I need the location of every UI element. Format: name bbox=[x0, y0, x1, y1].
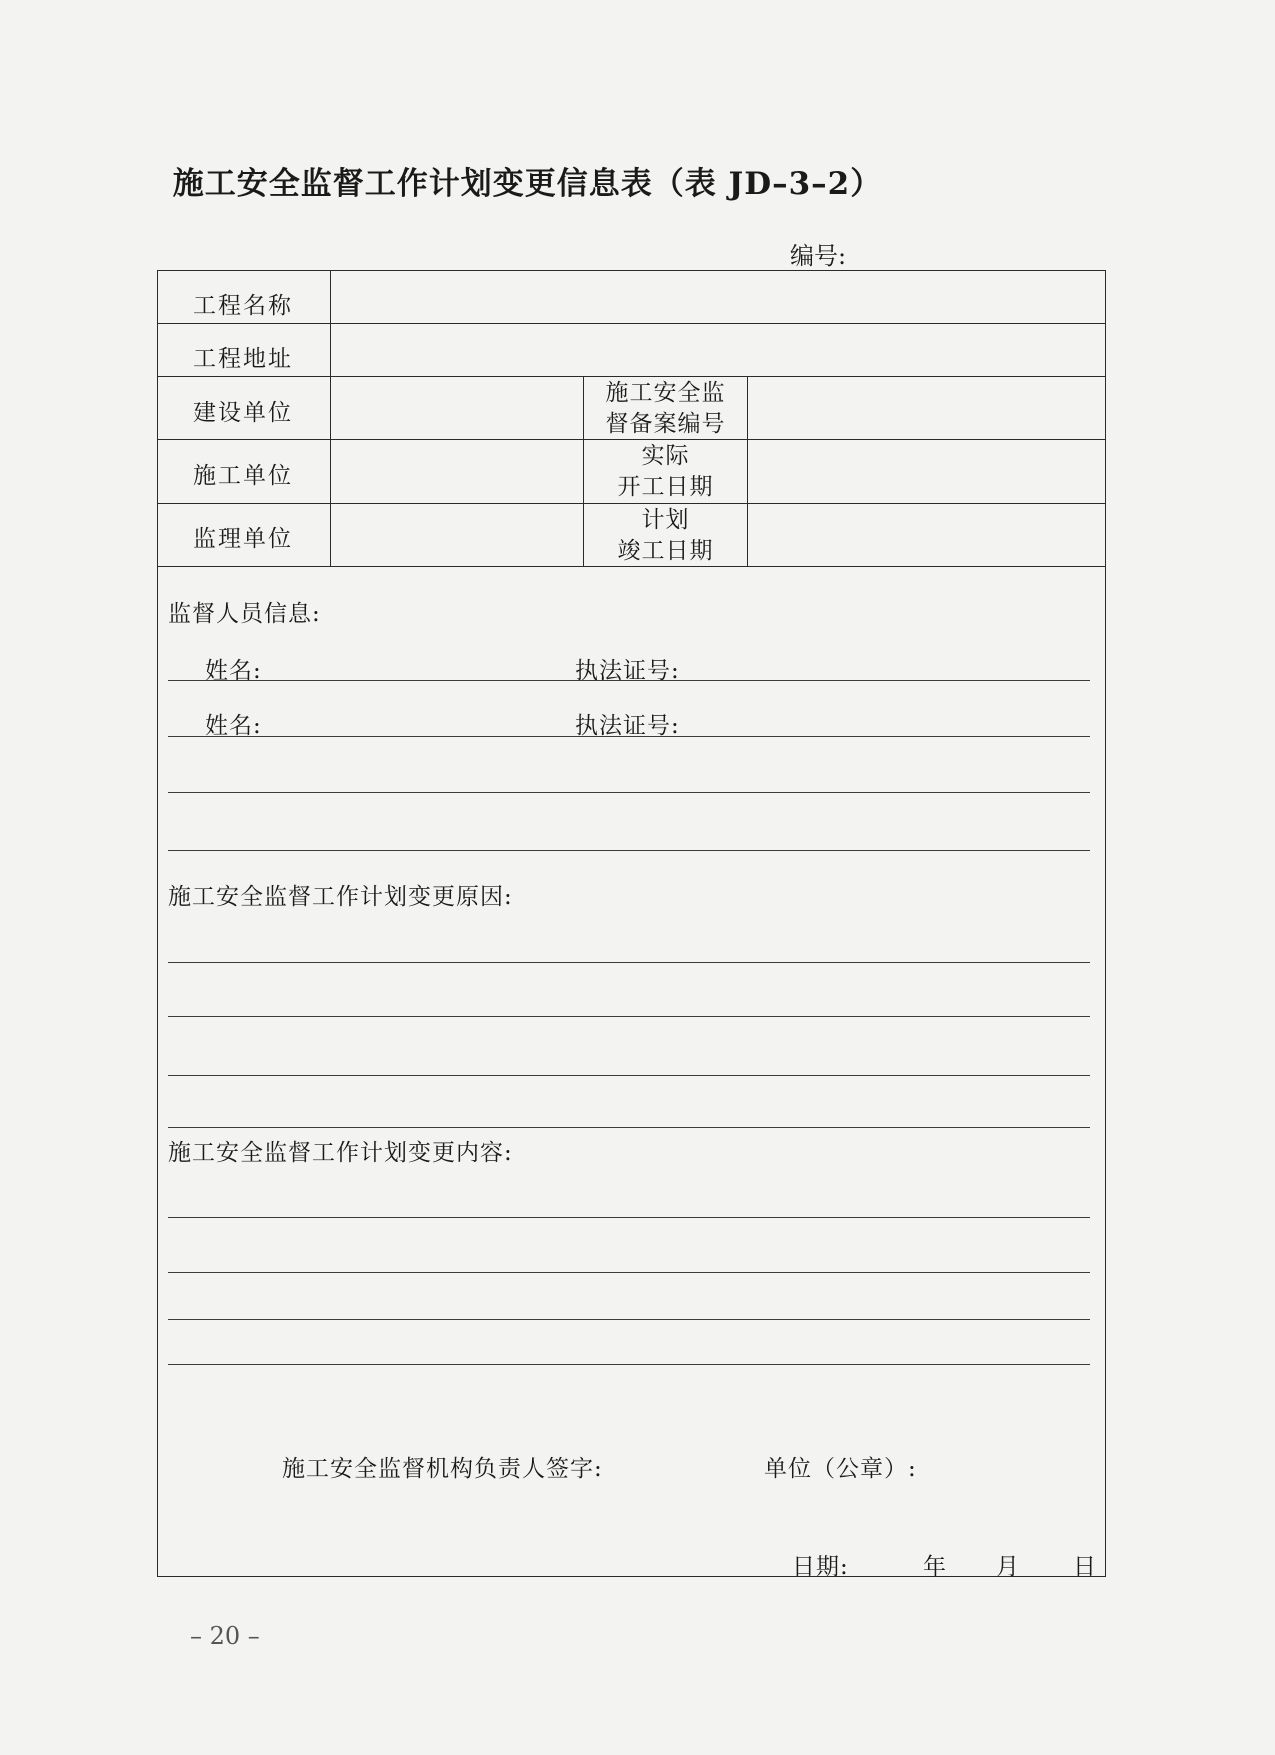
inspector-line-3 bbox=[168, 792, 1090, 793]
date-label: 日期: bbox=[792, 1554, 849, 1580]
page-number: – 20 – bbox=[190, 1622, 260, 1650]
inspector-cert-label-1: 执法证号: bbox=[575, 658, 680, 684]
filing-number-label bbox=[584, 378, 747, 440]
planned-finish-label-line2: 竣工日期 bbox=[617, 538, 714, 564]
content-line-2 bbox=[168, 1272, 1090, 1273]
filing-number-label-line2: 督备案编号 bbox=[605, 411, 726, 437]
content-line-3 bbox=[168, 1319, 1090, 1320]
planned-finish-label-line1: 计划 bbox=[641, 507, 690, 533]
supervisor-unit-label: 监理单位 bbox=[193, 526, 293, 552]
table-rule bbox=[157, 323, 1106, 324]
inspector-name-label-2: 姓名: bbox=[205, 713, 262, 739]
inspector-line-1 bbox=[168, 680, 1090, 681]
table-col-rule bbox=[747, 376, 748, 567]
year-label: 年 bbox=[923, 1554, 947, 1580]
reason-line-1 bbox=[168, 962, 1090, 963]
inspector-line-4 bbox=[168, 850, 1090, 851]
table-rule bbox=[157, 503, 1106, 504]
builder-label: 建设单位 bbox=[193, 400, 293, 426]
project-address-label: 工程地址 bbox=[193, 346, 293, 372]
table-rule bbox=[157, 376, 1106, 377]
content-line-4 bbox=[168, 1364, 1090, 1365]
planned-finish-date-label bbox=[584, 505, 747, 567]
table-col-rule bbox=[330, 270, 331, 567]
actual-start-date-label bbox=[584, 441, 747, 503]
inspector-cert-label-2: 执法证号: bbox=[575, 713, 680, 739]
reason-line-2 bbox=[168, 1016, 1090, 1017]
inspector-name-label-1: 姓名: bbox=[205, 658, 262, 684]
change-reason-label: 施工安全监督工作计划变更原因: bbox=[168, 884, 513, 910]
inspector-line-2 bbox=[168, 736, 1090, 737]
contractor-label: 施工单位 bbox=[193, 463, 293, 489]
project-name-label: 工程名称 bbox=[193, 293, 293, 319]
filing-number-label-line1: 施工安全监 bbox=[605, 380, 726, 406]
content-line-1 bbox=[168, 1217, 1090, 1218]
seal-label: 单位（公章）: bbox=[764, 1456, 917, 1482]
day-label: 日 bbox=[1073, 1554, 1097, 1580]
serial-number-label: 编号: bbox=[790, 242, 847, 270]
actual-start-label-line1: 实际 bbox=[641, 443, 690, 469]
month-label: 月 bbox=[996, 1554, 1020, 1580]
reason-line-4 bbox=[168, 1127, 1090, 1128]
form-title: 施工安全监督工作计划变更信息表（表 JD–3–2） bbox=[172, 166, 883, 202]
reason-line-3 bbox=[168, 1075, 1090, 1076]
signature-label: 施工安全监督机构负责人签字: bbox=[282, 1456, 603, 1482]
actual-start-label-line2: 开工日期 bbox=[617, 474, 714, 500]
inspectors-section-label: 监督人员信息: bbox=[168, 601, 321, 627]
change-content-label: 施工安全监督工作计划变更内容: bbox=[168, 1140, 513, 1166]
